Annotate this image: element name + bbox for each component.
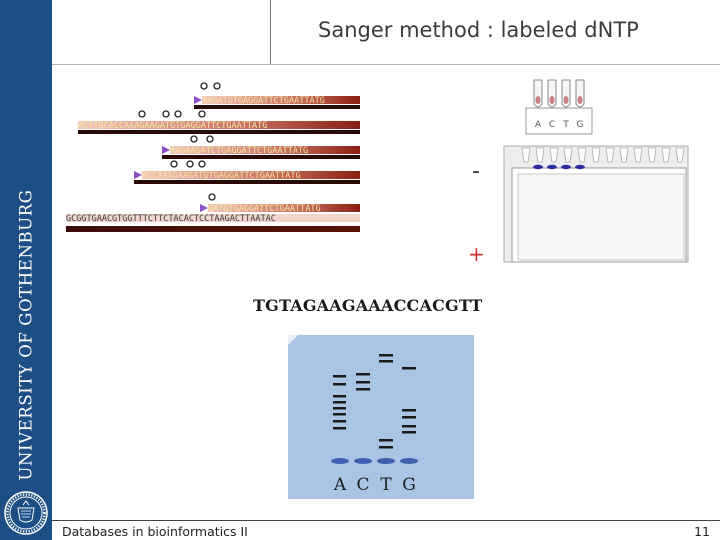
- svg-text:GCGGTGAACGTGGTTTCTTCTACACTCCTA: GCGGTGAACGTGGTTTCTTCTACACTCCTAAGACTTAATAC: [66, 214, 276, 224]
- sample-tubes: [534, 80, 584, 107]
- svg-text:GATGTGAGGATTCTGAATTATG: GATGTGAGGATTCTGAATTATG: [208, 204, 321, 214]
- gel-lane-label-c: C: [356, 475, 370, 495]
- fragment-3: [162, 136, 360, 159]
- title-divider: [270, 0, 271, 64]
- svg-text:ACCAAAGAAGATGTGAGGATTCTGAATTAT: ACCAAAGAAGATGTGAGGATTCTGAATTATG: [142, 171, 301, 181]
- gel-slab: [504, 146, 688, 262]
- sidebar: [0, 0, 52, 540]
- gel-lane-label-g: G: [402, 475, 416, 495]
- university-name: UNIVERSITY OF GOTHENBURG: [16, 189, 36, 481]
- fragment-1: [194, 83, 360, 109]
- course-name: Databases in bioinformatics II: [62, 524, 248, 539]
- svg-text:AAGAAGATCTGAGGATTCTGAATTATG: AAGAAGATCTGAGGATTCTGAATTATG: [170, 146, 309, 156]
- slide-title: Sanger method : labeled dNTP: [318, 18, 639, 42]
- negative-electrode: -: [472, 159, 480, 184]
- lane-a-bands: [333, 375, 346, 430]
- template-strand: [66, 214, 360, 232]
- positive-electrode: +: [468, 242, 485, 266]
- read-sequence: TGTAGAAGAAACCACGTT: [253, 296, 483, 315]
- gel-lane-label-t: T: [380, 475, 392, 495]
- tube-label-t: T: [563, 120, 569, 130]
- fragment-2: [78, 111, 360, 134]
- title-underline: [52, 64, 720, 65]
- electrophoresis-diagram: [460, 78, 690, 268]
- svg-text:AAGATGTGAGGATTCTGAATTATG: AAGATGTGAGGATTCTGAATTATG: [202, 96, 325, 106]
- footer-divider: [52, 520, 720, 521]
- tube-g: [576, 80, 584, 107]
- tube-label-a: A: [534, 120, 542, 130]
- fragment-4: [134, 161, 360, 184]
- tube-c: [548, 80, 556, 107]
- university-seal-icon: [3, 490, 49, 536]
- page-number: 11: [694, 524, 710, 539]
- dna-strands-illustration: [62, 78, 362, 238]
- sequencing-gel: [288, 335, 474, 499]
- tube-label-c: C: [548, 120, 556, 130]
- svg-text:ACTTGCACCAAAGAAGATGTGAGGATTCTG: ACTTGCACCAAAGAAGATGTGAGGATTCTGAATTATG: [78, 121, 268, 131]
- tube-a: [534, 80, 542, 107]
- tube-t: [562, 80, 570, 107]
- tube-label-g: G: [576, 120, 584, 130]
- gel-lane-label-a: A: [333, 475, 347, 495]
- fragment-5: [200, 194, 360, 214]
